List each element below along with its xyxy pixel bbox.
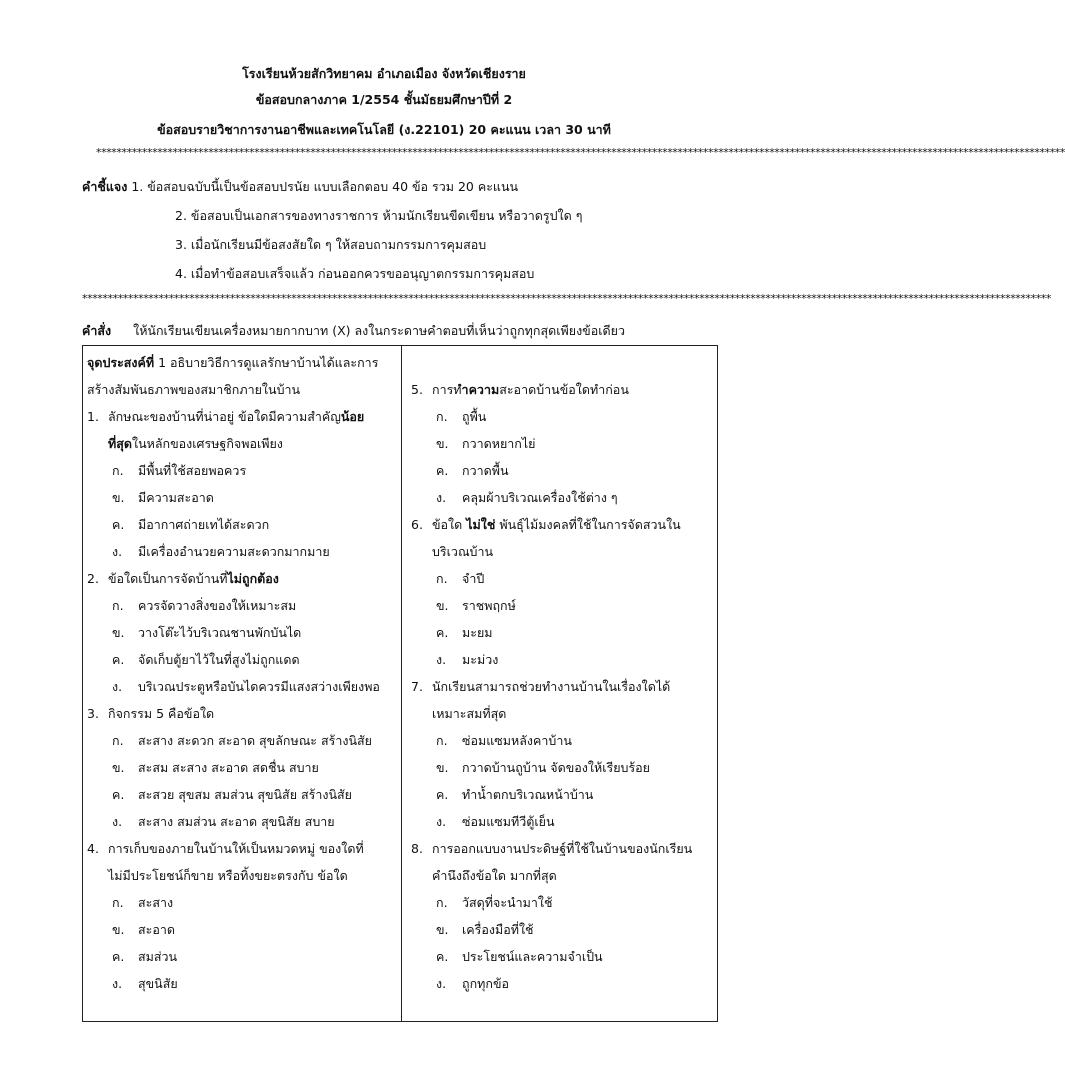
choice: ก. มีพื้นที่ใช้สอยพอควร (112, 463, 247, 478)
question-5-stem: 5. การทำความสะอาดบ้านข้อใดทำก่อน (411, 382, 629, 397)
choice: ค. สะสวย สุขสม สมส่วน สุขนิสัย สร้างนิสัย (112, 787, 352, 802)
question-number: 1. (87, 409, 99, 424)
question-8-stem: 8. การออกแบบงานประดิษฐ์ที่ใช้ในบ้านของนักเรียน (411, 841, 693, 856)
choice: ก. วัสดุที่จะนำมาใช้ (436, 895, 553, 910)
order-line (82, 322, 625, 340)
choice: ก. จำปี (436, 571, 485, 586)
objective-text-1: 1 อธิบายวิธีการดูแลรักษาบ้านได้และการ (154, 355, 379, 370)
choice: ก. สะสาง (112, 895, 174, 910)
subject-title: ข้อสอบรายวิชาการงานอาชีพและเทคโนโลยี (ง.22101) 20 คะแนน เวลา 30 นาที (157, 122, 611, 137)
objective-label: จุดประสงค์ที่ (87, 355, 155, 370)
choice: ค. ทำน้ำตกบริเวณหน้าบ้าน (436, 787, 594, 802)
instruction-item-1: 1. ข้อสอบฉบับนี้เป็นข้อสอบปรนัย แบบเลือกตอบ 40 ข้อ รวม 20 คะแนน (131, 179, 519, 194)
choice: ง. คลุมผ้าบริเวณเครื่องใช้ต่าง ๆ (436, 490, 618, 505)
objective-line-1 (82, 349, 401, 376)
question-6-stem-cont: บริเวณบ้าน (432, 544, 494, 559)
choice: ก. ควรจัดวางสิ่งของให้เหมาะสม (112, 598, 297, 613)
separator-top: ********************************************************************************************************************************************************************************************** (96, 146, 1065, 159)
exam-title: ข้อสอบกลางภาค 1/2554 ชั้นมัธยมศึกษาปีที่ 2 (255, 92, 513, 107)
question-2-stem: 2. ข้อใดเป็นการจัดบ้านที่ไม่ถูกต้อง (87, 571, 279, 586)
choice: ค. มีอากาศถ่ายเทได้สะดวก (112, 517, 270, 532)
choice: ค. ประโยชน์และความจำเป็น (436, 949, 603, 964)
order-label: คำสั่ง (82, 323, 112, 338)
choice: ข. กวาดหยากไย่ (436, 436, 536, 451)
question-4-stem: 4. การเก็บของภายในบ้านให้เป็นหมวดหมู่ ของใดที่ (87, 841, 364, 856)
choice: ข. มีความสะอาด (112, 490, 214, 505)
separator-bottom: ********************************************************************************************************************************************************************************************** (82, 292, 1052, 305)
instruction-item-2: 2. ข้อสอบเป็นเอกสารของทางราชการ ห้ามนักเรียนขีดเขียน หรือวาดรูปใด ๆ (175, 208, 583, 223)
choice: ง. ถูกทุกข้อ (436, 976, 509, 991)
question-3-stem: 3. กิจกรรม 5 คือข้อใด (87, 706, 215, 721)
question-4-stem-cont: ไม่มีประโยชน์ก็ขาย หรือทิ้งขยะตรงกับ ข้อใด (108, 868, 348, 883)
question-1-stem-cont: ที่สุดในหลักของเศรษฐกิจพอเพียง (108, 436, 283, 451)
choice: ข. สะสม สะสาง สะอาด สดชื่น สบาย (112, 760, 319, 775)
choice: ง. บริเวณประตูหรือบันไดควรมีแสงสว่างเพียงพอ (112, 679, 380, 694)
instruction-item-4: 4. เมื่อทำข้อสอบเสร็จแล้ว ก่อนออกควรขออนุญาตกรรมการคุมสอบ (175, 266, 535, 281)
choice: ค. จัดเก็บตู้ยาไว้ในที่สูงไม่ถูกแดด (112, 652, 300, 667)
instructions-label: คำชี้แจง (82, 179, 128, 194)
choice: ก. ซ่อมแซมหลังคาบ้าน (436, 733, 572, 748)
choice: ง. มะม่วง (436, 652, 499, 667)
choice: ค. สมส่วน (112, 949, 178, 964)
choice: ก. สะสาง สะดวก สะอาด สุขลักษณะ สร้างนิสัย (112, 733, 372, 748)
school-title: โรงเรียนห้วยสักวิทยาคม อำเภอเมือง จังหวัดเชียงราย (242, 66, 526, 81)
instructions-line-1 (82, 178, 518, 196)
question-6-stem: 6. ข้อใด ไม่ใช่ พันธุ์ไม้มงคลที่ใช้ในการจัดสวนใน (411, 517, 681, 532)
choice: ง. สะสาง สมส่วน สะอาด สุขนิสัย สบาย (112, 814, 335, 829)
column-divider (401, 345, 402, 1022)
right-column (406, 376, 718, 997)
question-7-stem-cont: เหมาะสมที่สุด (432, 706, 507, 721)
choice: ข. สะอาด (112, 922, 175, 937)
question-7-stem: 7. นักเรียนสามารถช่วยทำงานบ้านในเรื่องใดได้ (411, 679, 671, 694)
question-8-stem-cont: คำนึงถึงข้อใด มากที่สุด (432, 868, 557, 883)
choice: ค. มะยม (436, 625, 493, 640)
question-1-stem: 1. ลักษณะของบ้านที่น่าอยู่ ข้อใดมีความสำคัญน้อย (82, 403, 401, 430)
left-column (82, 349, 401, 997)
choice: ง. ซ่อมแซมทีวีตู้เย็น (436, 814, 555, 829)
objective-line-2: สร้างสัมพันธภาพของสมาชิกภายในบ้าน (87, 382, 301, 397)
instruction-item-3: 3. เมื่อนักเรียนมีข้อสงสัยใด ๆ ให้สอบถามกรรมการคุมสอบ (175, 237, 487, 252)
choice: ง. มีเครื่องอำนวยความสะดวกมากมาย (112, 544, 330, 559)
choice: ข. ราชพฤกษ์ (436, 598, 516, 613)
choice: ข. กวาดบ้านถูบ้าน จัดของให้เรียบร้อย (436, 760, 650, 775)
choice: ง. สุขนิสัย (112, 976, 178, 991)
order-text: ให้นักเรียนเขียนเครื่องหมายกากบาท (X) ลงในกระดาษคำตอบที่เห็นว่าถูกทุกสุดเพียงข้อเดียว (133, 323, 625, 338)
choice: ค. กวาดพื้น (436, 463, 509, 478)
choice: ข. เครื่องมือที่ใช้ (436, 922, 534, 937)
choice: ข. วางโต๊ะไว้บริเวณชานพักบันได (112, 625, 302, 640)
choice: ก. ถูพื้น (436, 409, 487, 424)
